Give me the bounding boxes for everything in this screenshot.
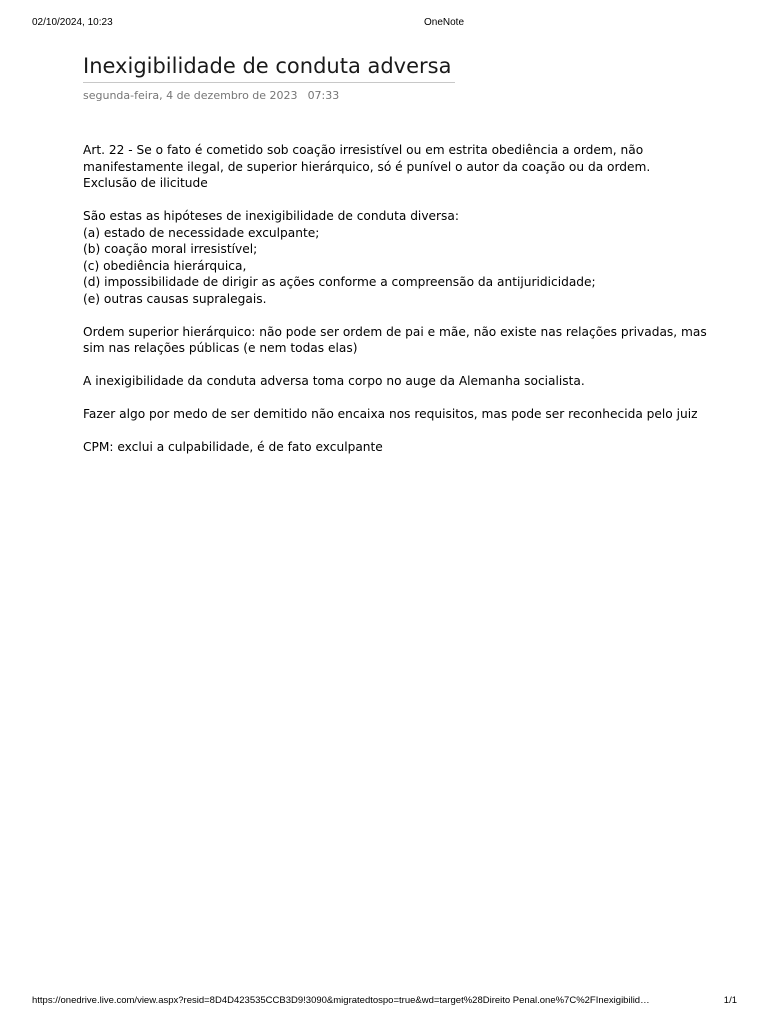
note-line: CPM: exclui a culpabilidade, é de fato exculpante bbox=[83, 440, 383, 454]
note-line: Art. 22 - Se o fato é cometido sob coação irresistível ou em estrita obediência a ordem, não bbox=[83, 143, 644, 157]
note-date: segunda-feira, 4 de dezembro de 2023 bbox=[83, 89, 298, 102]
note-paragraph-superior-order bbox=[83, 324, 707, 357]
note-list-item: (d) impossibilidade de dirigir as ações conforme a compreensão da antijuridicidade; bbox=[83, 275, 596, 289]
note-line: São estas as hipóteses de inexigibilidade de conduta diversa: bbox=[83, 209, 459, 223]
print-footer-url: https://onedrive.live.com/view.aspx?resid=8D4D423535CCB3D9!3090&migratedtospo=true&wd=target%28Direito Penal.one%7C%2FInexigibilid… bbox=[32, 995, 650, 1006]
print-footer bbox=[0, 995, 768, 1009]
note-paragraph-history bbox=[83, 373, 703, 390]
note-title[interactable]: Inexigibilidade de conduta adversa bbox=[83, 52, 455, 83]
note-line: sim nas relações públicas (e nem todas elas) bbox=[83, 341, 358, 355]
print-app-title: OneNote bbox=[423, 17, 465, 28]
print-datetime: 02/10/2024, 10:23 bbox=[32, 17, 113, 28]
note-line: Fazer algo por medo de ser demitido não encaixa nos requisitos, mas pode ser reconhecida pelo juiz bbox=[83, 407, 698, 421]
note-list-item: (e) outras causas supralegais. bbox=[83, 291, 267, 306]
note-paragraph-dismissal bbox=[83, 406, 703, 423]
print-header bbox=[0, 17, 768, 31]
print-page-number: 1/1 bbox=[723, 995, 737, 1006]
note-page bbox=[83, 52, 707, 472]
note-list-item: (a) estado de necessidade exculpante; bbox=[83, 225, 320, 240]
note-line: A inexigibilidade da conduta adversa toma corpo no auge da Alemanha socialista. bbox=[83, 374, 585, 388]
note-paragraph-cpm bbox=[83, 439, 703, 456]
note-list-item: (c) obediência hierárquica, bbox=[83, 258, 247, 273]
note-time: 07:33 bbox=[307, 89, 340, 102]
note-body bbox=[83, 142, 707, 456]
note-meta bbox=[83, 89, 703, 102]
note-line: manifestamente ilegal, de superior hierárquico, só é punível o autor da coação ou da ordem. bbox=[83, 159, 651, 174]
note-paragraph-article bbox=[83, 142, 703, 192]
note-paragraph-hypotheses bbox=[83, 208, 703, 307]
note-line: Ordem superior hierárquico: não pode ser ordem de pai e mãe, não existe nas relações privadas, mas bbox=[83, 324, 707, 339]
note-line: Exclusão de ilicitude bbox=[83, 176, 208, 190]
note-list-item: (b) coação moral irresistível; bbox=[83, 242, 258, 256]
